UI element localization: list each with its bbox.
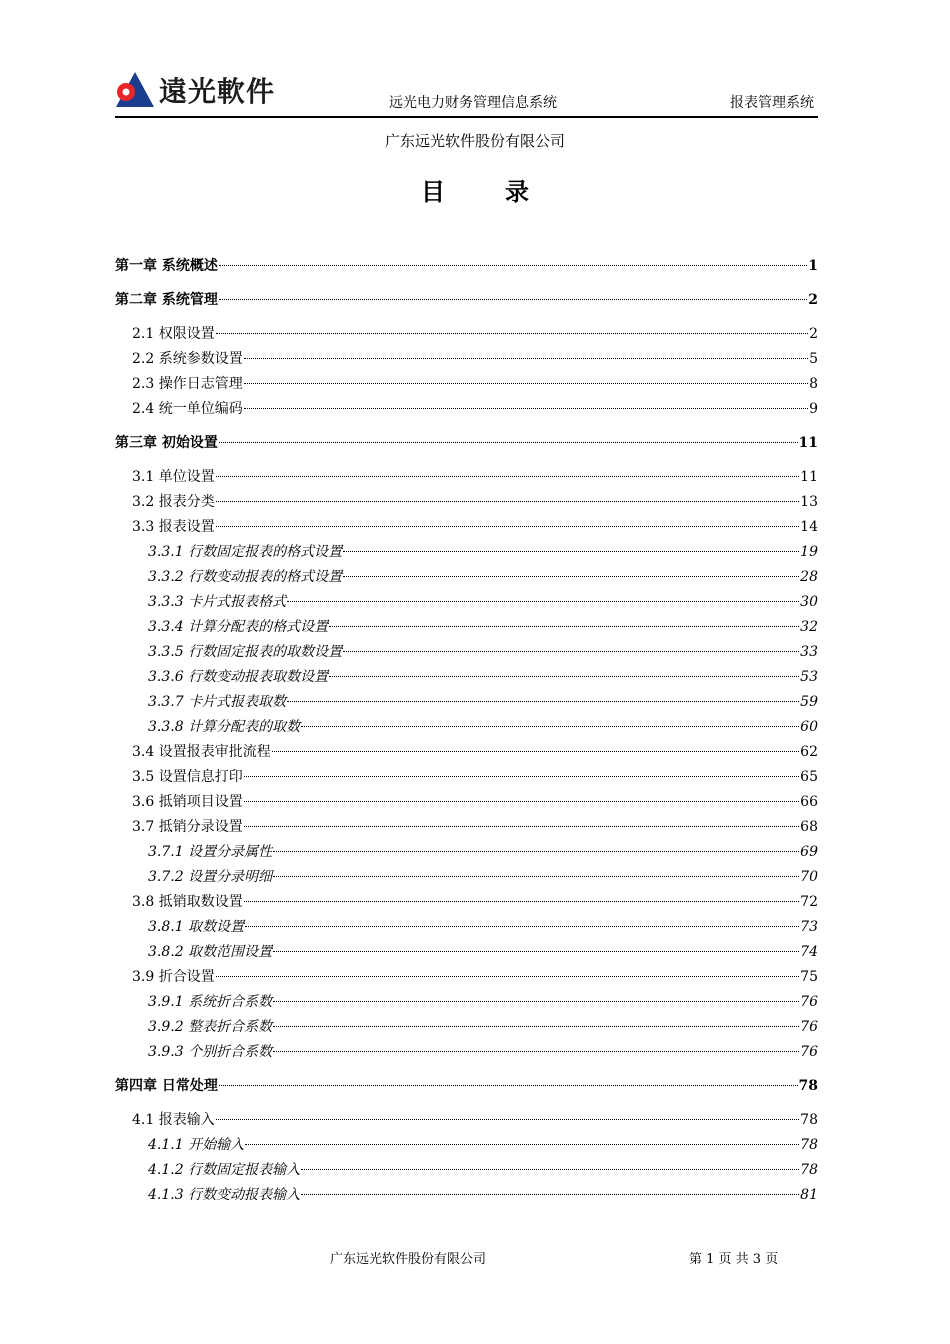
toc-entry[interactable] [115, 1108, 818, 1133]
toc-entry-label: 3.9.3 个别折合系数 [148, 1044, 273, 1060]
toc-entry-page: 78 [800, 1137, 818, 1153]
toc-entry-label: 3.3 报表设置 [132, 519, 215, 535]
toc-entry-page: 11 [800, 469, 818, 485]
toc-entry[interactable] [115, 1074, 818, 1099]
toc-entry-label: 3.3.4 计算分配表的格式设置 [148, 619, 329, 635]
toc-entry-page: 62 [800, 744, 818, 760]
toc-leader-dots [245, 1143, 799, 1145]
toc-entry[interactable] [115, 490, 818, 515]
toc-entry[interactable] [115, 565, 818, 590]
toc-leader-dots [343, 650, 799, 652]
toc-entry[interactable] [115, 1133, 818, 1158]
toc-leader-dots [301, 725, 799, 727]
toc-entry-label: 3.3.8 计算分配表的取数 [148, 719, 301, 735]
toc-leader-dots [273, 875, 799, 877]
toc-entry[interactable] [115, 665, 818, 690]
toc-leader-dots [219, 1084, 798, 1086]
toc-leader-dots [244, 800, 799, 802]
toc-leader-dots [244, 407, 808, 409]
toc-entry-label: 第三章 初始设置 [115, 435, 218, 451]
toc-leader-dots [216, 1118, 799, 1120]
toc-entry-page: 78 [800, 1112, 818, 1128]
toc-entry[interactable] [115, 840, 818, 865]
toc-leader-dots [244, 825, 799, 827]
toc-entry-page: 60 [800, 719, 818, 735]
toc-leader-dots [273, 1025, 799, 1027]
logo-text: 遠光軟件 [159, 75, 276, 108]
toc-entry-page: 74 [800, 944, 818, 960]
toc-leader-dots [219, 298, 807, 300]
toc-entry[interactable] [115, 815, 818, 840]
toc-entry-label: 3.3.1 行数固定报表的格式设置 [148, 544, 343, 560]
toc-entry[interactable] [115, 765, 818, 790]
toc-leader-dots [244, 775, 799, 777]
toc-entry-page: 30 [800, 594, 818, 610]
toc-leader-dots [216, 500, 799, 502]
toc-entry-page: 76 [800, 1044, 818, 1060]
toc-entry-page: 66 [800, 794, 818, 810]
toc-leader-dots [329, 625, 799, 627]
toc-entry-label: 2.3 操作日志管理 [132, 376, 243, 392]
toc-entry[interactable] [115, 322, 818, 347]
toc-entry-page: 72 [800, 894, 818, 910]
toc-entry-label: 3.3.6 行数变动报表取数设置 [148, 669, 329, 685]
toc-entry[interactable] [115, 990, 818, 1015]
toc-entry[interactable] [115, 790, 818, 815]
toc-entry-page: 9 [809, 401, 818, 417]
toc-leader-dots [343, 550, 799, 552]
toc-entry[interactable] [115, 615, 818, 640]
toc-leader-dots [273, 850, 799, 852]
toc-entry[interactable] [115, 890, 818, 915]
toc-leader-dots [244, 357, 808, 359]
toc-entry[interactable] [115, 1040, 818, 1065]
toc-leader-dots [216, 975, 799, 977]
toc-entry-page: 32 [800, 619, 818, 635]
toc-entry-label: 3.7 抵销分录设置 [132, 819, 243, 835]
toc-entry[interactable] [115, 288, 818, 313]
company-name: 广东远光软件股份有限公司 [384, 132, 565, 150]
page-title: 目录 [421, 177, 589, 206]
toc-entry-label: 3.8.2 取数范围设置 [148, 944, 273, 960]
toc-entry-label: 4.1.3 行数变动报表输入 [148, 1187, 301, 1203]
toc-entry[interactable] [115, 940, 818, 965]
toc-entry-label: 3.3.7 卡片式报表取数 [148, 694, 287, 710]
toc-entry-label: 4.1.1 开始输入 [148, 1137, 245, 1153]
toc-leader-dots [273, 950, 799, 952]
toc-leader-dots [273, 1000, 799, 1002]
table-of-contents [115, 254, 818, 1208]
company-logo [115, 68, 275, 112]
toc-entry[interactable] [115, 1183, 818, 1208]
toc-entry-label: 2.2 系统参数设置 [132, 351, 243, 367]
toc-entry-label: 3.7.1 设置分录属性 [148, 844, 273, 860]
toc-entry[interactable] [115, 965, 818, 990]
toc-leader-dots [216, 525, 799, 527]
toc-entry-label: 3.6 抵销项目设置 [132, 794, 243, 810]
toc-entry-label: 3.3.5 行数固定报表的取数设置 [148, 644, 343, 660]
toc-entry-page: 78 [800, 1162, 818, 1178]
toc-leader-dots [245, 925, 799, 927]
toc-leader-dots [272, 750, 799, 752]
toc-entry[interactable] [115, 590, 818, 615]
toc-entry-page: 59 [800, 694, 818, 710]
toc-entry-label: 第四章 日常处理 [115, 1078, 218, 1094]
toc-entry-label: 2.4 统一单位编码 [132, 401, 243, 417]
toc-leader-dots [216, 332, 808, 334]
header-module-name: 报表管理系统 [730, 95, 814, 111]
toc-leader-dots [244, 900, 799, 902]
toc-leader-dots [219, 264, 807, 266]
toc-entry-label: 3.3.3 卡片式报表格式 [148, 594, 287, 610]
toc-leader-dots [301, 1193, 799, 1195]
toc-entry-page: 1 [808, 258, 818, 274]
toc-leader-dots [287, 700, 799, 702]
toc-entry-label: 4.1 报表输入 [132, 1112, 215, 1128]
toc-entry-page: 11 [798, 435, 818, 451]
toc-entry-label: 3.8 抵销取数设置 [132, 894, 243, 910]
toc-entry[interactable] [115, 1015, 818, 1040]
toc-entry-label: 3.7.2 设置分录明细 [148, 869, 273, 885]
toc-entry-page: 28 [800, 569, 818, 585]
toc-leader-dots [244, 382, 808, 384]
header-system-name: 远光电力财务管理信息系统 [389, 95, 557, 111]
toc-entry-label: 3.8.1 取数设置 [148, 919, 245, 935]
toc-entry[interactable] [115, 540, 818, 565]
toc-entry-label: 3.4 设置报表审批流程 [132, 744, 271, 760]
footer-page-info: 第 1 页 共 3 页 [689, 1252, 779, 1267]
toc-entry-label: 3.9.1 系统折合系数 [148, 994, 273, 1010]
toc-entry-page: 8 [809, 376, 818, 392]
toc-leader-dots [329, 675, 799, 677]
toc-entry-page: 33 [800, 644, 818, 660]
toc-entry[interactable] [115, 515, 818, 540]
logo-mark-icon [115, 70, 155, 110]
toc-entry-label: 3.2 报表分类 [132, 494, 215, 510]
toc-entry[interactable] [115, 1158, 818, 1183]
toc-entry[interactable] [115, 431, 818, 456]
footer-company: 广东远光软件股份有限公司 [330, 1252, 487, 1267]
toc-entry[interactable] [115, 915, 818, 940]
toc-entry-label: 第二章 系统管理 [115, 292, 218, 308]
toc-entry-label: 3.1 单位设置 [132, 469, 215, 485]
toc-entry-page: 81 [800, 1187, 818, 1203]
toc-entry-page: 65 [800, 769, 818, 785]
toc-entry-label: 3.3.2 行数变动报表的格式设置 [148, 569, 343, 585]
toc-entry[interactable] [115, 254, 818, 279]
toc-entry-label: 第一章 系统概述 [115, 258, 218, 274]
toc-leader-dots [216, 475, 799, 477]
toc-entry-page: 69 [800, 844, 818, 860]
toc-entry[interactable] [115, 397, 818, 422]
toc-entry-page: 2 [809, 326, 818, 342]
toc-entry[interactable] [115, 865, 818, 890]
toc-entry[interactable] [115, 465, 818, 490]
toc-entry-page: 68 [800, 819, 818, 835]
toc-leader-dots [301, 1168, 799, 1170]
toc-entry-page: 70 [800, 869, 818, 885]
toc-leader-dots [273, 1050, 799, 1052]
toc-entry-page: 14 [800, 519, 818, 535]
toc-entry-page: 75 [800, 969, 818, 985]
toc-leader-dots [287, 600, 799, 602]
toc-entry[interactable] [115, 640, 818, 665]
toc-entry[interactable] [115, 372, 818, 397]
toc-entry-label: 4.1.2 行数固定报表输入 [148, 1162, 301, 1178]
toc-entry-page: 76 [800, 1019, 818, 1035]
toc-entry[interactable] [115, 740, 818, 765]
toc-entry-label: 3.5 设置信息打印 [132, 769, 243, 785]
toc-entry-label: 2.1 权限设置 [132, 326, 215, 342]
toc-entry[interactable] [115, 347, 818, 372]
toc-leader-dots [219, 441, 798, 443]
toc-entry-label: 3.9 折合设置 [132, 969, 215, 985]
toc-leader-dots [343, 575, 799, 577]
toc-entry-page: 13 [800, 494, 818, 510]
toc-entry-page: 73 [800, 919, 818, 935]
toc-entry-page: 2 [808, 292, 818, 308]
toc-entry-page: 5 [809, 351, 818, 367]
page-header [115, 64, 818, 118]
toc-entry[interactable] [115, 715, 818, 740]
toc-entry[interactable] [115, 690, 818, 715]
toc-entry-label: 3.9.2 整表折合系数 [148, 1019, 273, 1035]
toc-entry-page: 78 [798, 1078, 818, 1094]
toc-entry-page: 76 [800, 994, 818, 1010]
toc-entry-page: 19 [800, 544, 818, 560]
toc-entry-page: 53 [800, 669, 818, 685]
